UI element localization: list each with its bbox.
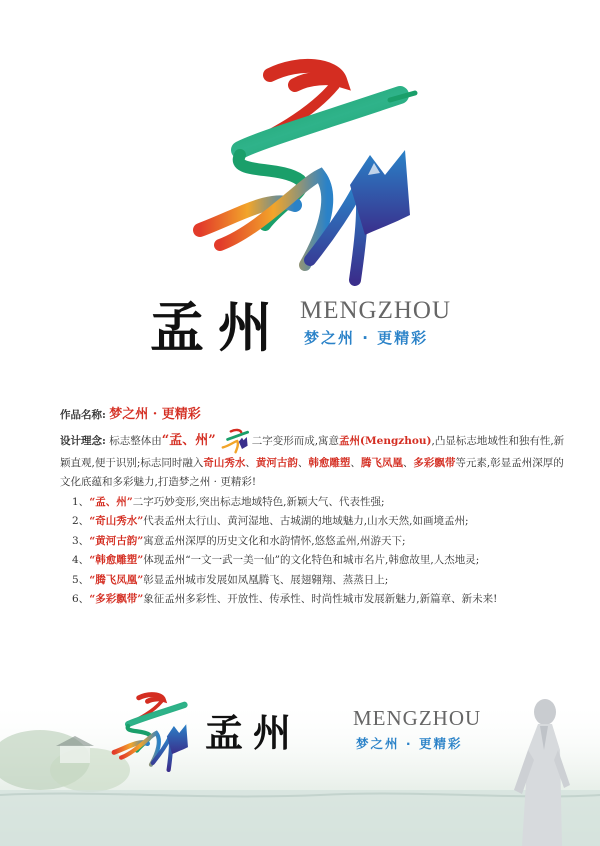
list-item (72, 532, 565, 552)
list-item (72, 512, 565, 532)
element-sep: 、 (245, 456, 256, 469)
point-number: 3、 (72, 534, 90, 547)
brand-name-cn: 孟州 (150, 295, 286, 359)
element-2: 黄河古韵 (255, 456, 298, 469)
design-points-list (60, 493, 565, 610)
han-yu-statue-icon (500, 690, 580, 846)
footer-brand-name-en: MENGZHOU (353, 706, 482, 730)
point-key: “孟、州” (89, 495, 133, 508)
list-item (72, 590, 565, 610)
point-key: “多彩飘带” (89, 593, 144, 605)
work-name-label: 作品名称: (60, 409, 106, 421)
work-name-row (60, 405, 565, 426)
list-item (72, 551, 565, 571)
footer-brand-name-cn: 孟州 (205, 710, 302, 755)
list-item (72, 493, 565, 513)
point-text: 寓意孟州深厚的历史文化和水韵情怀,悠悠孟州,州游天下; (143, 534, 406, 547)
intro-text-a: 标志整体由 (109, 434, 162, 447)
point-key: “黄河古韵” (89, 534, 144, 547)
work-name-value: 梦之州 · 更精彩 (109, 407, 201, 422)
point-number: 2、 (72, 515, 90, 527)
intro-mengzhou: 孟州(Mengzhou) (339, 434, 432, 447)
design-concept-label: 设计理念: (60, 434, 106, 447)
element-sep: 、 (402, 456, 414, 469)
point-key: “腾飞凤凰” (89, 573, 144, 586)
brand-name-en: MENGZHOU (300, 297, 452, 324)
point-text: 象征孟州多彩性、开放性、传承性、时尚性城市发展新魅力,新篇章、新未来! (143, 593, 498, 605)
mini-logo-icon (218, 428, 250, 454)
point-key: “奇山秀水” (89, 515, 144, 527)
point-number: 1、 (72, 495, 90, 508)
point-text: 二字巧妙变形,突出标志地域特色,新颖大气、代表性强; (132, 495, 385, 508)
intro-text-b: 二字变形而成,寓意 (251, 434, 340, 447)
element-sep: 、 (297, 456, 309, 469)
intro-quote: “孟、州” (161, 432, 216, 448)
mengzhou-logo-mark-small (100, 688, 195, 778)
intro-text-c: ,凸显标志地域性和独有性,新颖直观,便于识别;标志同时融入 (60, 434, 565, 469)
point-text: 彰显孟州城市发展如凤凰腾飞、展翅翱翔、蒸蒸日上; (143, 573, 389, 586)
footer-brand-slogan: 梦之州 · 更精彩 (356, 736, 463, 751)
design-concept-paragraph (60, 428, 565, 493)
element-5: 多彩飘带 (413, 456, 456, 469)
point-number: 4、 (72, 554, 90, 566)
element-1: 奇山秀水 (203, 456, 246, 469)
mengzhou-logo-mark (160, 55, 430, 295)
list-item (72, 571, 565, 591)
point-key: “韩愈雕塑” (89, 554, 144, 566)
point-text: 体现孟州“一文一武一美一仙”的文化特色和城市名片,韩愈故里,人杰地灵; (143, 554, 480, 566)
element-3: 韩愈雕塑 (308, 456, 351, 469)
point-text: 代表孟州太行山、黄河湿地、古城湖的地域魅力,山水天然,如画境孟州; (143, 515, 469, 527)
design-description (60, 405, 565, 610)
point-number: 6、 (72, 593, 90, 605)
point-number: 5、 (72, 573, 90, 586)
element-4: 腾飞凤凰 (360, 456, 403, 469)
intro-text-d: 等元素,彰显孟州深厚的文化底蕴和多彩魅力,打造梦之州 · 更精彩! (60, 456, 564, 488)
brand-slogan: 梦之州 · 更精彩 (304, 329, 429, 347)
element-sep: 、 (350, 456, 361, 469)
